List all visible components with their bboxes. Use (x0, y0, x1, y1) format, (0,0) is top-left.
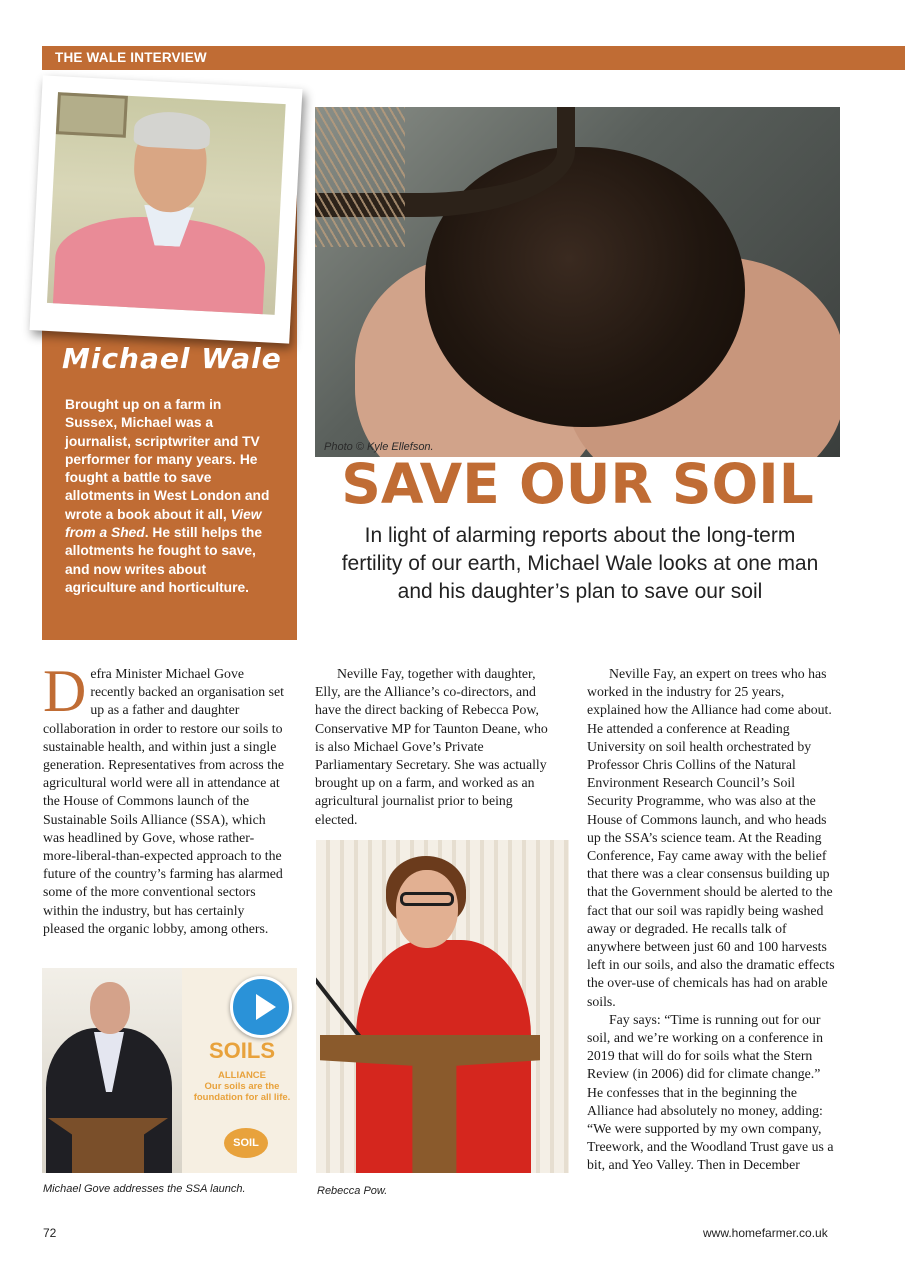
page-number: 72 (43, 1226, 57, 1240)
book-title: View from a Shed (65, 506, 262, 541)
author-name: Michael Wale (62, 342, 282, 375)
play-icon (256, 994, 276, 1020)
banner-subtitle: ALLIANCE Our soils are the foundation for all life. (193, 1070, 291, 1103)
photo-rebecca-pow (316, 840, 569, 1173)
article-headline: SAVE OUR SOIL (341, 452, 814, 516)
banner-badge: SOIL (224, 1128, 268, 1158)
paragraph: Neville Fay, together with daughter, Elly, are the Alliance’s co-directors, and have the direct backing of Rebecca Pow, Conservative MP for Taunton Deane, who is also Michael Gove’s Private Parliamentary Secretary. She was actually brought up on a farm, and worked as an agricultural journalist prior to being elected. (315, 666, 548, 827)
hero-image-soil-in-hands (315, 107, 840, 457)
video-play-button[interactable] (230, 976, 292, 1038)
paragraph: Neville Fay, an expert on trees who has worked in the industry for 25 years, explained how the Alliance had come about. He attended a conference at Reading University on soil health orchestrated by Professor Chris Collins of the Natural Environment Research Council’s Soil Security Programme, who was also at the House of Commons launch, and who heads up the SSA’s science team. At the Reading Conference, Fay came away with the belief that there was a clear consensus building up that the Government should be alerted to the fact that our soil was rapidly being washed away or degraded. He recalls talk of anywhere between just 60 and 100 harvests left in our soils, and also the dramatic effects the over-use of chemicals has had on arable soils. (587, 666, 835, 1009)
body-column-2 (315, 665, 552, 829)
author-bio-text: Brought up on a farm in Sussex, Michael was a journalist, scriptwriter and TV performer for many years. He fought a battle to save allotments in West London and wrote a book about it all, View from a Shed. He still helps the allotments he fought to save, and now writes about agriculture and horticulture. (65, 397, 270, 595)
body-column-3 (587, 665, 837, 1175)
section-header (42, 46, 905, 70)
pow-photo-caption: Rebecca Pow. (317, 1185, 388, 1197)
gove-photo-caption: Michael Gove addresses the SSA launch. (43, 1183, 246, 1195)
banner-title: SOILS (208, 1038, 275, 1063)
footer-url[interactable]: www.homefarmer.co.uk (703, 1226, 828, 1240)
article-standfirst: In light of alarming reports about the long-term fertility of our earth, Michael Wale looks at one man and his daughter’s plan to save our soil (341, 524, 819, 603)
body-column-1 (43, 658, 285, 938)
author-polaroid-photo (30, 75, 303, 343)
drop-cap: D (43, 658, 87, 724)
paragraph: Fay says: “Time is running out for our soil, and we’re working on a conference in 2019 that will do for soils what the Stern Review (in 2006) did for climate change.” He confesses that in the beginning the Alliance had absolutely no money, adding: “We were supported by my own company, Treework, and the Woodland Trust gave us a bit, and Yeo Valley. Then in December (587, 1011, 834, 1173)
paragraph: Defra Minister Michael Gove recently backed an organisation set up as a father and daughter collaboration in order to restore our soils to sustainable health, and within just a single generation. Representatives from across the agricultural world were all in attendance at the House of Commons launch of the Sustainable Soils Alliance (SSA), which was headlined by Gove, whose rather-more-liberal-than-expected approach to the future of the country’s farming has alarmed some of the more conventional sectors within the industry, but has certainly pleased the organic lobby, among others. (43, 658, 284, 936)
author-portrait (47, 92, 286, 315)
photo-credit: Photo © Kyle Ellefson. (324, 441, 434, 453)
section-label: THE WALE INTERVIEW (55, 50, 207, 65)
